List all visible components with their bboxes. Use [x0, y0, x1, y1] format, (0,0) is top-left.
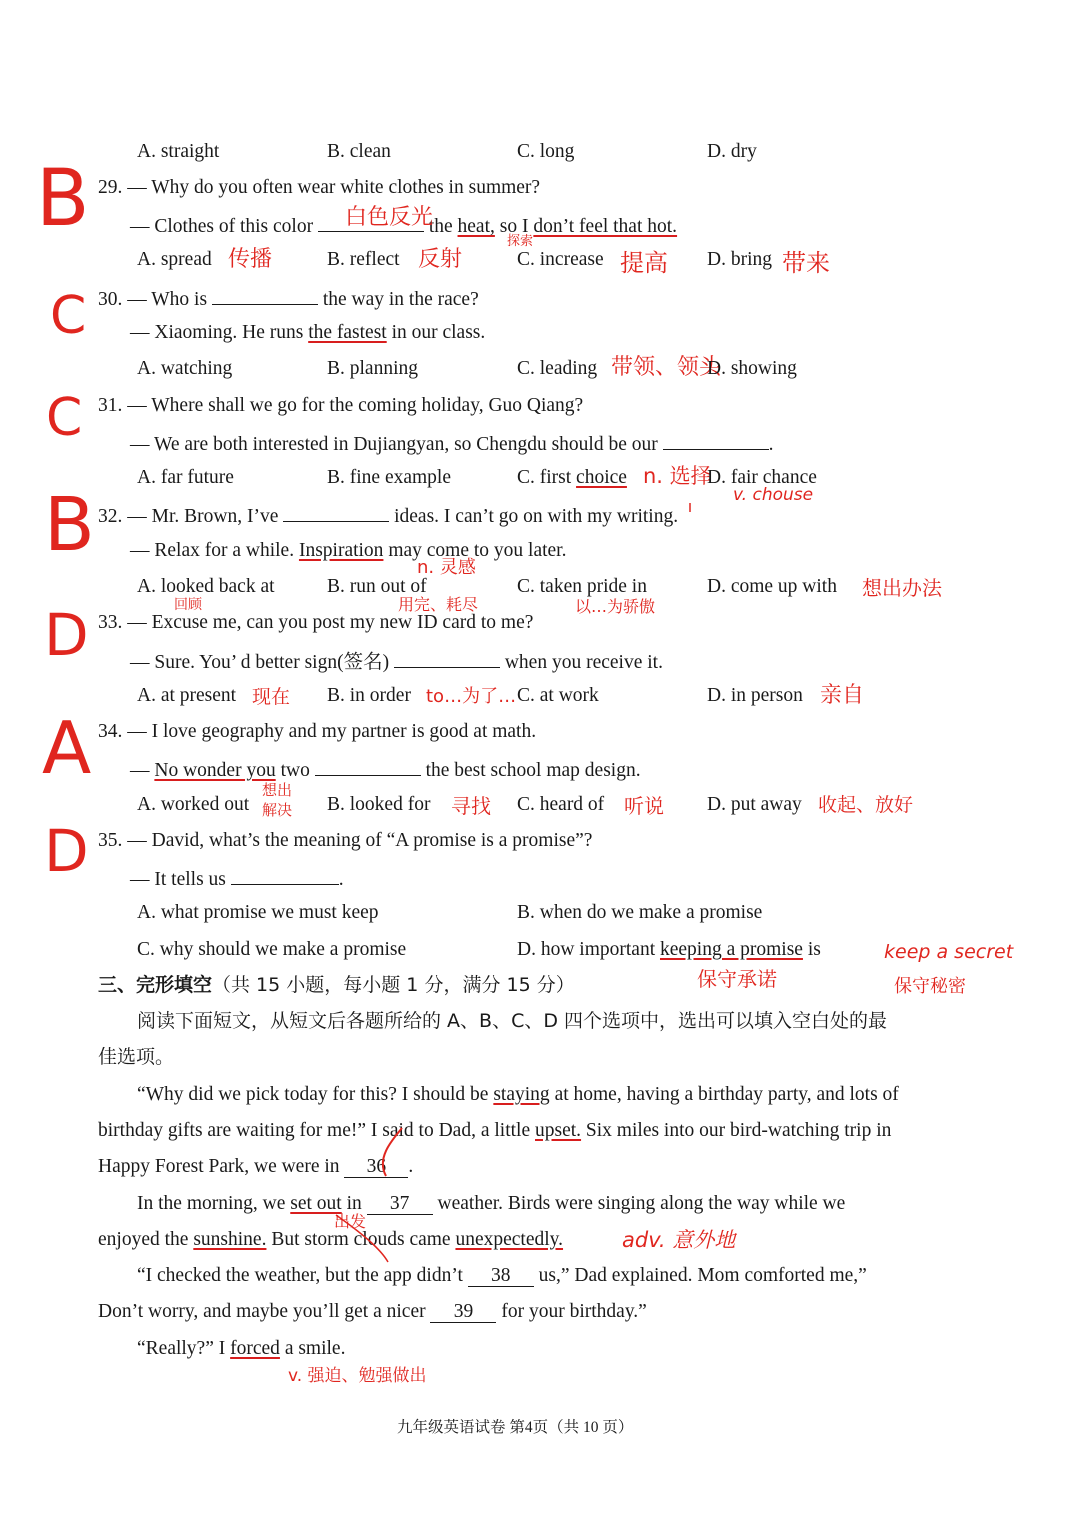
- q31-question: 31. — Where shall we go for the coming holiday, Guo Qiang?: [98, 395, 584, 416]
- q32-option-a: A. looked back at: [137, 576, 275, 597]
- q29-blank-note: 白色反光: [345, 205, 434, 230]
- q35-note-keep-promise: 保守承诺: [697, 967, 777, 991]
- q33-response: — Sure. You’ d better sign(签名) when you receive it.: [130, 652, 663, 673]
- q30-option-d: D. showing: [707, 358, 797, 379]
- q34-option-d: D. put away: [707, 794, 802, 815]
- q34-note-a: 想出解决: [262, 781, 293, 819]
- q33-note-a: 现在: [252, 686, 291, 708]
- q32-note-c: 以…为骄傲: [575, 597, 656, 616]
- passage-p4: “Really?” I forced a smile.: [137, 1338, 346, 1359]
- q35-note-keep-secret: keep a secret: [884, 941, 1014, 963]
- q32-option-b: B. run out of: [327, 576, 427, 597]
- q33-option-d: D. in person: [707, 685, 803, 706]
- passage-p3-line1: “I checked the weather, but the app didn’t 38 us,” Dad explained. Mom comforted me,”: [137, 1265, 867, 1286]
- q29-extra-note: 探索: [507, 234, 534, 249]
- q30-option-c: C. leading: [517, 358, 598, 379]
- q34-note-d: 收起、放好: [818, 794, 914, 816]
- q31-option-d: D. fair chance: [707, 467, 817, 488]
- passage-p1-line1: “Why did we pick today for this? I should be staying at home, having a birthday party, and lots of: [137, 1084, 899, 1105]
- q34-option-a: A. worked out: [137, 794, 250, 815]
- q34-option-c: C. heard of: [517, 794, 605, 815]
- passage-p2-line2: enjoyed the sunshine. But storm clouds came unexpectedly.: [98, 1229, 564, 1250]
- q29-option-c: C. increase: [517, 249, 604, 270]
- q34-note-b: 寻找: [451, 794, 491, 818]
- note-forced: v. 强迫、勉强做出: [288, 1366, 427, 1386]
- answer-mark-30: C: [50, 286, 87, 346]
- section-instruction-line1: 阅读下面短文，从短文后各题所给的 A、B、C、D 四个选项中，选出可以填入空白处的最: [137, 1010, 888, 1032]
- blank-39: 39: [430, 1302, 496, 1323]
- q35-option-a: A. what promise we must keep: [137, 902, 379, 923]
- q30-option-a: A. watching: [137, 358, 233, 379]
- q32-note-inspiration: n. 灵感: [417, 557, 476, 578]
- q30-option-b: B. planning: [327, 358, 418, 379]
- q30-question: 30. — Who is the way in the race?: [98, 289, 479, 310]
- q33-option-a: A. at present: [137, 685, 237, 706]
- answer-mark-32: B: [44, 482, 95, 568]
- blank-37: 37: [367, 1194, 433, 1215]
- q32-note-a: 回顾: [174, 597, 202, 613]
- q32-option-c: C. taken pride in: [517, 576, 647, 597]
- q33-question: 33. — Excuse me, can you post my new ID card to me?: [98, 612, 534, 633]
- page-footer: 九年级英语试卷 第4页（共 10 页）: [397, 1419, 634, 1436]
- q32-option-d: D. come up with: [707, 576, 837, 597]
- q34-response: — No wonder you two the best school map design.: [130, 760, 641, 781]
- q29-note-a: 传播: [228, 247, 273, 272]
- q33-note-b: to…为了…: [426, 686, 517, 707]
- q32-note-d: 想出办法: [862, 576, 942, 600]
- answer-mark-31: C: [46, 388, 83, 448]
- q28-option-c: C. long: [517, 141, 575, 162]
- blank-36: 36: [344, 1157, 408, 1178]
- q35-option-c: C. why should we make a promise: [137, 939, 407, 960]
- q32-response: — Relax for a while. Inspiration may come to you later.: [130, 540, 567, 561]
- section-heading: 三、完形填空（共 15 小题，每小题 1 分，满分 15 分）: [98, 974, 575, 996]
- q34-option-b: B. looked for: [327, 794, 431, 815]
- q30-note-c: 带领、领头: [611, 355, 722, 380]
- q31-option-b: B. fine example: [327, 467, 451, 488]
- passage-p3-line2: Don’t worry, and maybe you’ll get a nicer 39 for your birthday.”: [98, 1301, 647, 1322]
- section-instruction-line2: 佳选项。: [98, 1046, 175, 1068]
- q30-response: — Xiaoming. He runs the fastest in our class.: [130, 322, 486, 343]
- q29-response: — Clothes of this color the heat, so I don’t feel that hot.: [130, 216, 678, 237]
- q31-response: — We are both interested in Dujiangyan, so Chengdu should be our .: [130, 434, 774, 455]
- q31-option-c: C. first choice: [517, 467, 627, 488]
- note-set-out: 出发: [334, 1212, 367, 1231]
- q34-note-c: 听说: [624, 794, 664, 818]
- q31-option-a: A. far future: [137, 467, 234, 488]
- passage-p2-line1: In the morning, we set out in 37 weather. Birds were singing along the way while we: [137, 1193, 846, 1214]
- q31-note-n: n. 选择: [643, 464, 712, 488]
- q31-note-v: v. chouse: [733, 485, 814, 505]
- q35-response: — It tells us .: [130, 869, 344, 890]
- passage-p1-line2: birthday gifts are waiting for me!” I said to Dad, a little upset. Six miles into our bird-watching trip in: [98, 1120, 892, 1141]
- passage-p1-line3: Happy Forest Park, we were in 36 .: [98, 1156, 414, 1177]
- q33-note-d: 亲自: [820, 683, 865, 708]
- q32-question: 32. — Mr. Brown, I’ve ideas. I can’t go on with my writing.: [98, 506, 679, 527]
- note-unexpectedly: adv. 意外地: [622, 1228, 736, 1252]
- q35-note-keep-secret-cn: 保守秘密: [894, 976, 966, 997]
- q35-option-b: B. when do we make a promise: [517, 902, 763, 923]
- answer-mark-33: D: [44, 601, 89, 669]
- q29-number: 29. — Why do you often wear white clothes in summer?: [98, 177, 541, 198]
- q28-option-a: A. straight: [137, 141, 220, 162]
- q32-note-b: 用完、耗尽: [398, 595, 479, 614]
- q29-note-b: 反射: [418, 247, 463, 272]
- q28-option-d: D. dry: [707, 141, 757, 162]
- q29-option-a: A. spread: [137, 249, 212, 270]
- q33-option-b: B. in order: [327, 685, 411, 706]
- q29-option-b: B. reflect: [327, 249, 400, 270]
- q33-option-c: C. at work: [517, 685, 599, 706]
- q34-question: 34. — I love geography and my partner is good at math.: [98, 721, 537, 742]
- q28-option-b: B. clean: [327, 141, 391, 162]
- q29-option-d: D. bring: [707, 249, 772, 270]
- q35-option-d: D. how important keeping a promise is: [517, 939, 821, 960]
- answer-mark-35: D: [44, 817, 89, 885]
- answer-mark-29: B: [36, 154, 90, 244]
- q29-note-c: 提高: [620, 249, 668, 277]
- q35-question: 35. — David, what’s the meaning of “A promise is a promise”?: [98, 830, 593, 851]
- blank-38: 38: [468, 1266, 534, 1287]
- answer-mark-34: A: [42, 706, 92, 790]
- q29-note-d: 带来: [782, 249, 830, 277]
